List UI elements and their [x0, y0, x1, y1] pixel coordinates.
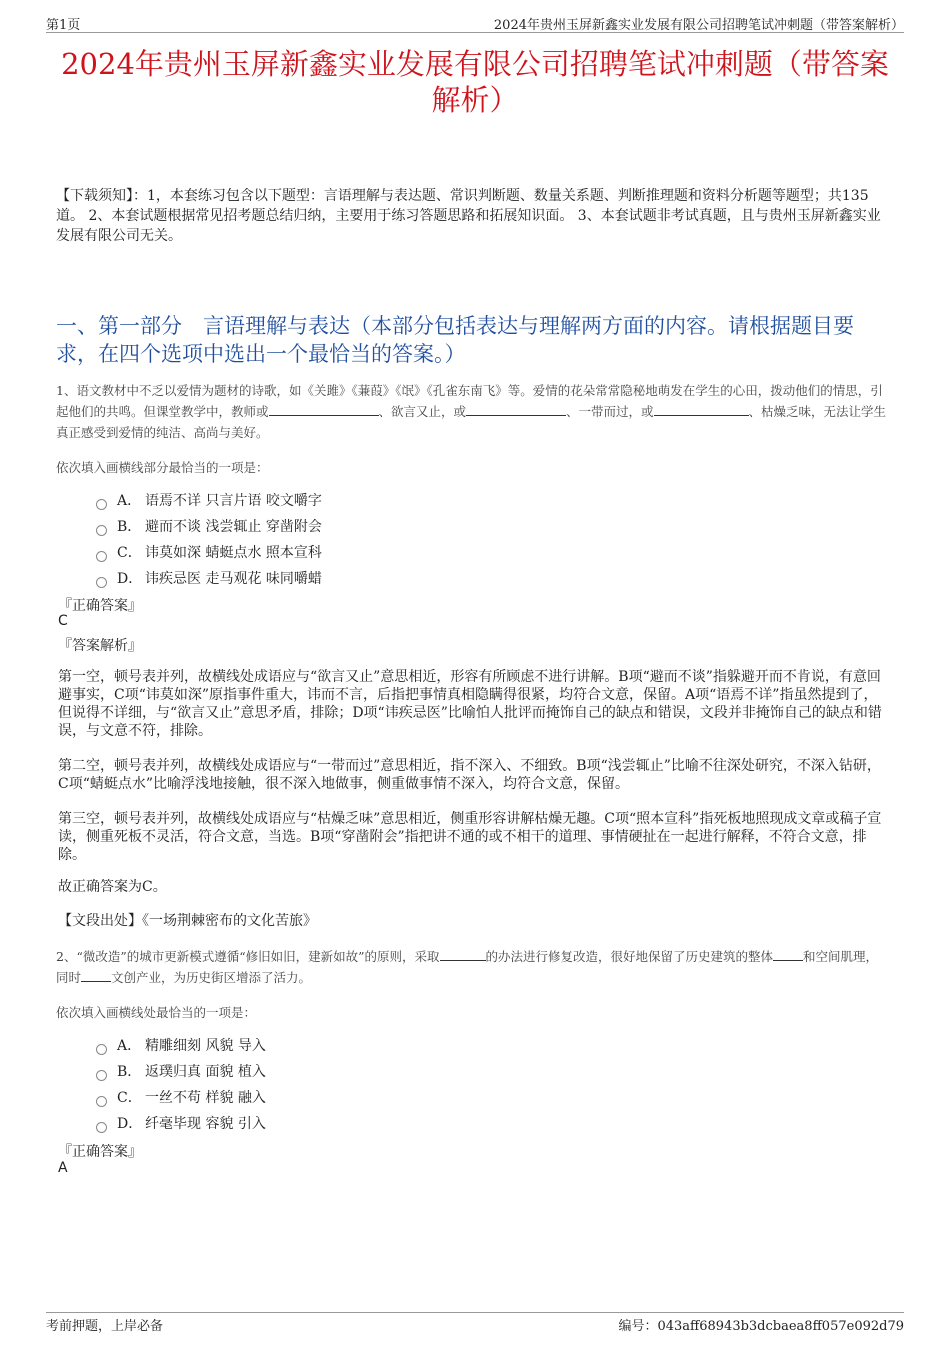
radio-icon[interactable]	[96, 1070, 107, 1081]
q1-analysis-label: 『答案解析』	[58, 638, 142, 654]
q1-analysis-3: 第三空，顿号表并列，故横线处成语应与“枯燥乏味”意思相近，侧重形容讲解枯燥无趣。C项“照本宣科”指死板地照现成文章或稿子宣读，侧重死板不灵活，符合文意，当选。B项“穿凿附会”指把讲不通的或不相干的道理、事情硬扯在一起进行解释，不符合文意，排除。	[58, 811, 882, 863]
download-notice: 【下载须知】：1，本套练习包含以下题型：言语理解与表达题、常识判断题、数量关系题、判断推理题和资料分析题等题型；共135道。 2、本套试题根据常见招考题总结归纳，主要用于练习答题思路和拓展知识面。 3、本套试题非考试真题，且与贵州玉屏新鑫实业发展有限公司无关。	[56, 188, 881, 244]
q2-text-3: 和空间肌理，同时	[56, 949, 879, 985]
q2-option-d[interactable]: D． 纤毫毕现 容貌 引入	[96, 1111, 266, 1137]
q1-analysis-4: 故正确答案为C。	[58, 879, 167, 895]
radio-icon[interactable]	[96, 577, 107, 588]
q1-text-1: 1、语文教材中不乏以爱情为题材的诗歌，如《关雎》《蒹葭》《氓》《孔雀东南飞》等。爱情的花朵常常隐秘地萌发在学生的心田，拨动他们的情思，引起他们的共鸣。但课堂教学中，教师或	[56, 383, 883, 419]
q1-prompt: 依次填入画横线部分最恰当的一项是：	[56, 460, 269, 475]
q1-option-d[interactable]: D． 讳疾忌医 走马观花 味同嚼蜡	[96, 566, 322, 592]
q1-option-b[interactable]: B． 避而不谈 浅尝辄止 穿凿附会	[96, 514, 322, 540]
q1-source: 【文段出处】《一场荆棘密布的文化苦旅》	[58, 913, 317, 929]
page-footer	[46, 1312, 904, 1334]
q2-text-1: 2、“微改造”的城市更新模式遵循“修旧如旧，建新如故”的原则，采取	[56, 949, 440, 964]
radio-icon[interactable]	[96, 499, 107, 510]
q2-option-a[interactable]: A． 精雕细刻 风貌 导入	[96, 1033, 266, 1059]
question-2-stem	[56, 946, 890, 988]
radio-icon[interactable]	[96, 551, 107, 562]
q2-answer-label: 『正确答案』	[58, 1144, 142, 1160]
q2-blank-1	[440, 948, 486, 961]
footer-serial: 编号：043aff68943b3dcbaea8ff057e092d79	[618, 1319, 904, 1334]
radio-icon[interactable]	[96, 1122, 107, 1133]
header-doc-title: 2024年贵州玉屏新鑫实业发展有限公司招聘笔试冲刺题（带答案解析）	[493, 18, 904, 33]
radio-icon[interactable]	[96, 1096, 107, 1107]
q1-analysis-1: 第一空，顿号表并列，故横线处成语应与“欲言又止”意思相近，形容有所顾虑不进行讲解。B项“避而不谈”指躲避开而不肯说，有意回避事实，C项“讳莫如深”原指事件重大，讳而不言，后指把事情真相隐瞒得很紧，均符合文意，保留。A项“语焉不详”指虽然提到了，但说得不详细，与“欲言又止”意思矛盾，排除；D项“讳疾忌医”比喻怕人批评而掩饰自己的缺点和错误，文段并非掩饰自己的缺点和错误，与文意不符，排除。	[58, 669, 882, 739]
q2-text-4: 文创产业，为历史街区增添了活力。	[111, 970, 312, 985]
radio-icon[interactable]	[96, 1044, 107, 1055]
q1-option-c[interactable]: C． 讳莫如深 蜻蜓点水 照本宣科	[96, 540, 322, 566]
q1-text-3: 、一带而过，或	[566, 404, 654, 419]
q1-blank-1	[269, 403, 379, 416]
q2-text-2: 的办法进行修复改造，很好地保留了历史建筑的整体	[485, 949, 774, 964]
q2-blank-3	[81, 969, 111, 982]
q1-options	[96, 488, 322, 592]
q2-blank-2	[773, 948, 803, 961]
page-number: 第1页	[46, 18, 81, 33]
q2-prompt: 依次填入画横线处最恰当的一项是：	[56, 1005, 257, 1020]
section-title: 一、第一部分 言语理解与表达（本部分包括表达与理解两方面的内容。请根据题目要求，在四个选项中选出一个最恰当的答案。）	[56, 314, 854, 366]
q1-text-4: 、枯燥乏味，无法让学生真正感受到爱情的纯洁、高尚与美好。	[56, 404, 887, 440]
q1-option-a[interactable]: A． 语焉不详 只言片语 咬文嚼字	[96, 488, 322, 514]
q1-text-2: 、欲言又止，或	[378, 404, 467, 419]
q1-answer-label: 『正确答案』	[58, 598, 142, 614]
q1-answer: C	[58, 613, 68, 629]
q2-option-c[interactable]: C． 一丝不苟 样貌 融入	[96, 1085, 266, 1111]
q2-option-b[interactable]: B． 返璞归真 面貌 植入	[96, 1059, 266, 1085]
page-title: 2024年贵州玉屏新鑫实业发展有限公司招聘笔试冲刺题（带答案解析）	[61, 47, 889, 117]
page-header	[46, 14, 904, 33]
radio-icon[interactable]	[96, 525, 107, 536]
q1-blank-2	[466, 403, 566, 416]
q1-analysis-2: 第二空，顿号表并列，故横线处成语应与“一带而过”意思相近，指不深入、不细致。B项“浅尝辄止”比喻不往深处研究，不深入钻研，C项“蜻蜓点水”比喻浮浅地接触，很不深入地做事，侧重做事情不深入，均符合文意，保留。	[58, 758, 881, 792]
q2-answer: A	[58, 1160, 68, 1176]
q2-options	[96, 1033, 266, 1137]
footer-slogan: 考前押题，上岸必备	[46, 1319, 164, 1334]
q1-blank-3	[654, 403, 749, 416]
question-1-stem	[56, 380, 890, 443]
